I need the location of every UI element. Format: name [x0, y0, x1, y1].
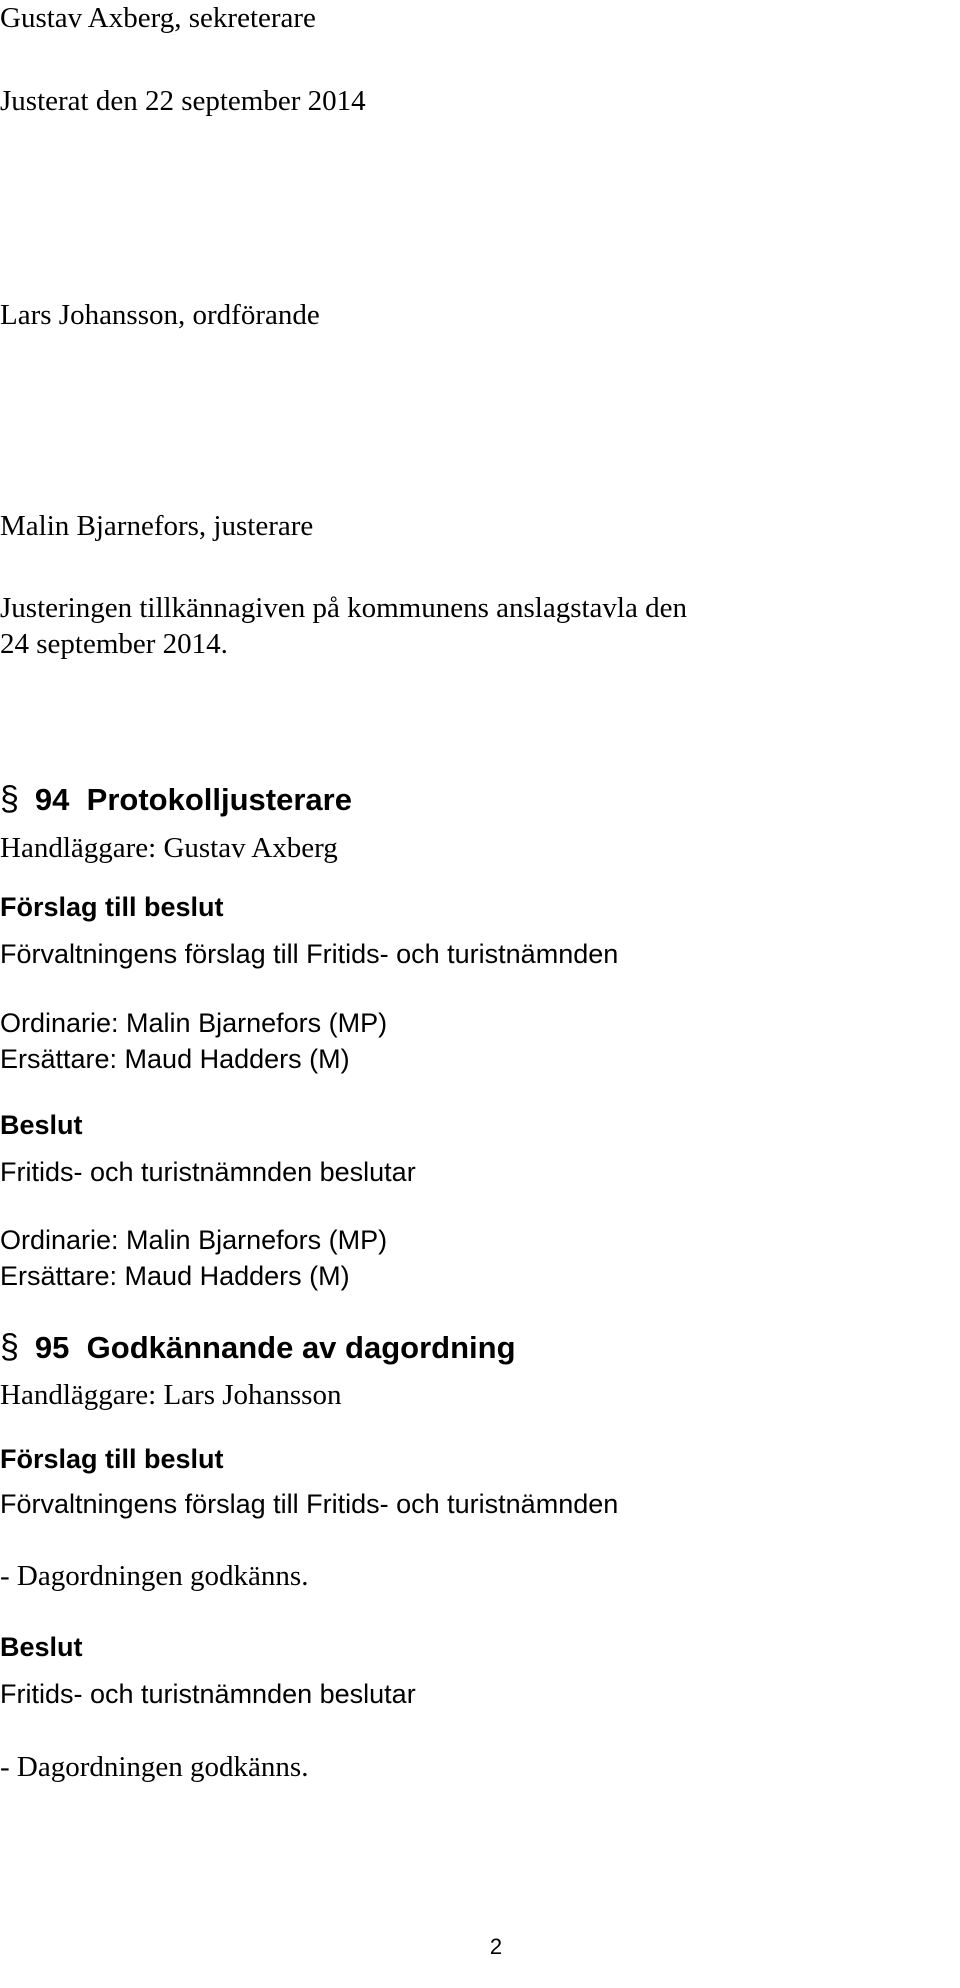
- section-94-decision-text: Fritids- och turistnämnden beslutar: [0, 1157, 416, 1187]
- section-94-proposal-heading: Förslag till beslut: [0, 892, 224, 922]
- section-94-proposal-text: Förvaltningens förslag till Fritids- och turistnämnden: [0, 939, 619, 969]
- section-94-proposal-ordinary: Ordinarie: Malin Bjarnefors (MP): [0, 1008, 388, 1038]
- secretary-signature: Gustav Axberg, sekreterare: [0, 2, 316, 34]
- section-95-handler: Handläggare: Lars Johansson: [0, 1379, 342, 1411]
- section-title: Protokolljusterare: [86, 782, 352, 817]
- section-95-decision-heading: Beslut: [0, 1632, 83, 1662]
- chair-signature: Lars Johansson, ordförande: [0, 299, 320, 331]
- section-94-heading: [0, 780, 352, 819]
- paragraph-symbol: §: [0, 1328, 19, 1366]
- section-95-proposal-text: Förvaltningens förslag till Fritids- och turistnämnden: [0, 1489, 619, 1519]
- section-95-decision-item: - Dagordningen godkänns.: [0, 1751, 309, 1783]
- announcement-text: Justeringen tillkännagiven på kommunens anslagstavla den 24 september 2014.: [0, 592, 687, 660]
- section-95-heading: [0, 1328, 516, 1367]
- section-94-decision-substitute: Ersättare: Maud Hadders (M): [0, 1261, 350, 1291]
- section-title: Godkännande av dagordning: [86, 1330, 516, 1365]
- section-94-proposal-substitute: Ersättare: Maud Hadders (M): [0, 1044, 350, 1074]
- section-number: 95: [34, 1330, 70, 1365]
- page-number: 2: [489, 1934, 503, 1959]
- adjusted-date: Justerat den 22 september 2014: [0, 85, 366, 117]
- section-95-proposal-item: - Dagordningen godkänns.: [0, 1560, 309, 1592]
- section-95-proposal-heading: Förslag till beslut: [0, 1444, 224, 1474]
- section-94-decision-ordinary: Ordinarie: Malin Bjarnefors (MP): [0, 1225, 388, 1255]
- paragraph-symbol: §: [0, 780, 19, 818]
- section-94-decision-heading: Beslut: [0, 1110, 83, 1140]
- section-95-decision-text: Fritids- och turistnämnden beslutar: [0, 1679, 416, 1709]
- adjuster-signature: Malin Bjarnefors, justerare: [0, 510, 314, 542]
- section-number: 94: [34, 782, 70, 817]
- section-94-handler: Handläggare: Gustav Axberg: [0, 832, 338, 864]
